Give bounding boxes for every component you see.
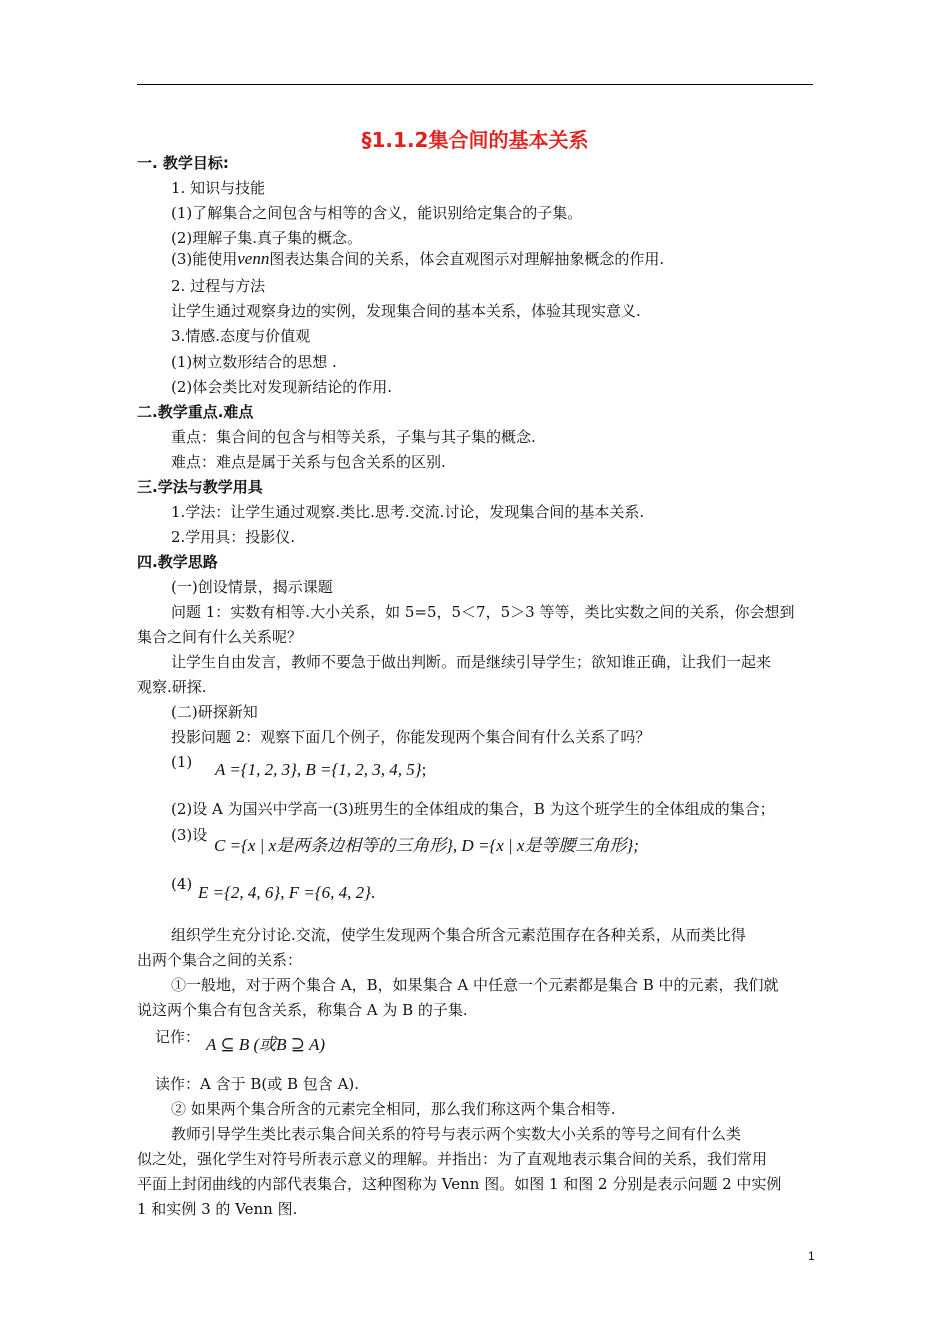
math: E ={2, 4, 6}, F ={6, 4, 2}	[198, 883, 371, 902]
notation-math	[206, 1035, 325, 1055]
paragraph: ② 如果两个集合所含的元素完全相同，那么我们称这两个集合相等.	[171, 1100, 616, 1118]
paragraph: 难点：难点是属于关系与包含关系的区别.	[171, 453, 446, 471]
example-3-label: (3)设	[171, 826, 208, 844]
paragraph: (二)研探新知	[171, 703, 258, 721]
notation-label: 记作：	[155, 1028, 201, 1046]
example-4-label: (4)	[171, 875, 193, 893]
paragraph: 让学生通过观察身边的实例，发现集合间的基本关系，体验其现实意义.	[171, 302, 641, 320]
example-4-math	[198, 883, 375, 903]
paragraph: 投影问题 2：观察下面几个例子，你能发现两个集合间有什么关系了吗？	[171, 728, 651, 746]
example-2: (2)设 A 为国兴中学高一(3)班男生的全体组成的集合，B 为这个班学生的全体组成的集合；	[171, 800, 775, 818]
section-heading-3: 三.学法与教学用具	[137, 478, 263, 496]
paragraph: 2.学用具：投影仪.	[171, 528, 296, 546]
paragraph: 平面上封闭曲线的内部代表集合，这种图称为 Venn 图。如图 1 和图 2 分别是表示问题 2 中实例	[137, 1175, 782, 1193]
paragraph: (1)树立数形结合的思想 .	[171, 353, 337, 371]
paragraph: 1.学法：让学生通过观察.类比.思考.交流.讨论，发现集合间的基本关系.	[171, 503, 645, 521]
paragraph: 似之处，强化学生对符号所表示意义的理解。并指出：为了直观地表示集合间的关系，我们常用	[137, 1150, 768, 1168]
example-1-math	[215, 760, 426, 780]
paragraph: 集合之间有什么关系呢？	[137, 628, 303, 646]
paragraph: 教师引导学生类比表示集合间关系的符号与表示两个实数大小关系的等号之间有什么类	[171, 1125, 742, 1143]
paragraph: 观察.研探.	[137, 678, 207, 696]
document-title: §1.1.2集合间的基本关系	[361, 128, 589, 152]
paragraph: 3.情感.态度与价值观	[171, 327, 311, 345]
paragraph: 1 和实例 3 的 Venn 图.	[137, 1200, 298, 1218]
paragraph: 读作：A 含于 B(或 B 包含 A).	[155, 1075, 360, 1093]
paragraph: 组织学生充分讨论.交流，使学生发现两个集合所含元素范围存在各种关系，从而类比得	[171, 926, 746, 944]
paragraph: (一)创设情景，揭示课题	[171, 578, 333, 596]
paragraph: (1)了解集合之间包含与相等的含义，能识别给定集合的子集。	[171, 204, 583, 222]
paragraph: 重点：集合间的包含与相等关系，子集与其子集的概念.	[171, 428, 536, 446]
paragraph: 1. 知识与技能	[171, 179, 266, 197]
punct: .	[370, 883, 376, 902]
section-heading-2: 二.教学重点.难点	[137, 403, 254, 421]
example-3-math	[214, 836, 639, 856]
paragraph	[171, 249, 664, 269]
paragraph: 出两个集合之间的关系：	[137, 951, 303, 969]
paragraph: (2)理解子集.真子集的概念。	[171, 229, 363, 247]
paragraph: 问题 1：实数有相等.大小关系，如 5=5，5＜7，5＞3 等等，类比实数之间的关系，你会想到	[171, 603, 795, 621]
text: (3)能使用	[171, 250, 238, 268]
section-heading-4: 四.教学思路	[137, 553, 218, 571]
example-1-label: (1)	[171, 753, 193, 771]
paragraph: 让学生自由发言，教师不要急于做出判断。而是继续引导学生；欲知谁正确，让我们一起来	[171, 653, 772, 671]
math: A ={1, 2, 3}, B ={1, 2, 3, 4, 5}	[215, 760, 422, 779]
text: 图表达集合间的关系，体会直观图示对理解抽象概念的作用.	[269, 250, 665, 268]
section-heading-1: 一. 教学目标:	[137, 154, 229, 172]
paragraph: 说这两个集合有包含关系，称集合 A 为 B 的子集.	[137, 1001, 468, 1019]
paragraph: 2. 过程与方法	[171, 277, 266, 295]
math: C ={x | x是两条边相等的三角形}, D ={x | x是等腰三角形};	[214, 836, 639, 855]
math: A ⊆ B (或B ⊇ A)	[206, 1035, 325, 1054]
punct: ;	[421, 760, 427, 779]
paragraph: (2)体会类比对发现新结论的作用.	[171, 378, 393, 396]
header-rule	[137, 84, 813, 85]
page-number: 1	[808, 1249, 815, 1263]
paragraph: ①一般地，对于两个集合 A，B，如果集合 A 中任意一个元素都是集合 B 中的元素，我们就	[171, 976, 779, 994]
math-venn: venn	[237, 249, 270, 268]
